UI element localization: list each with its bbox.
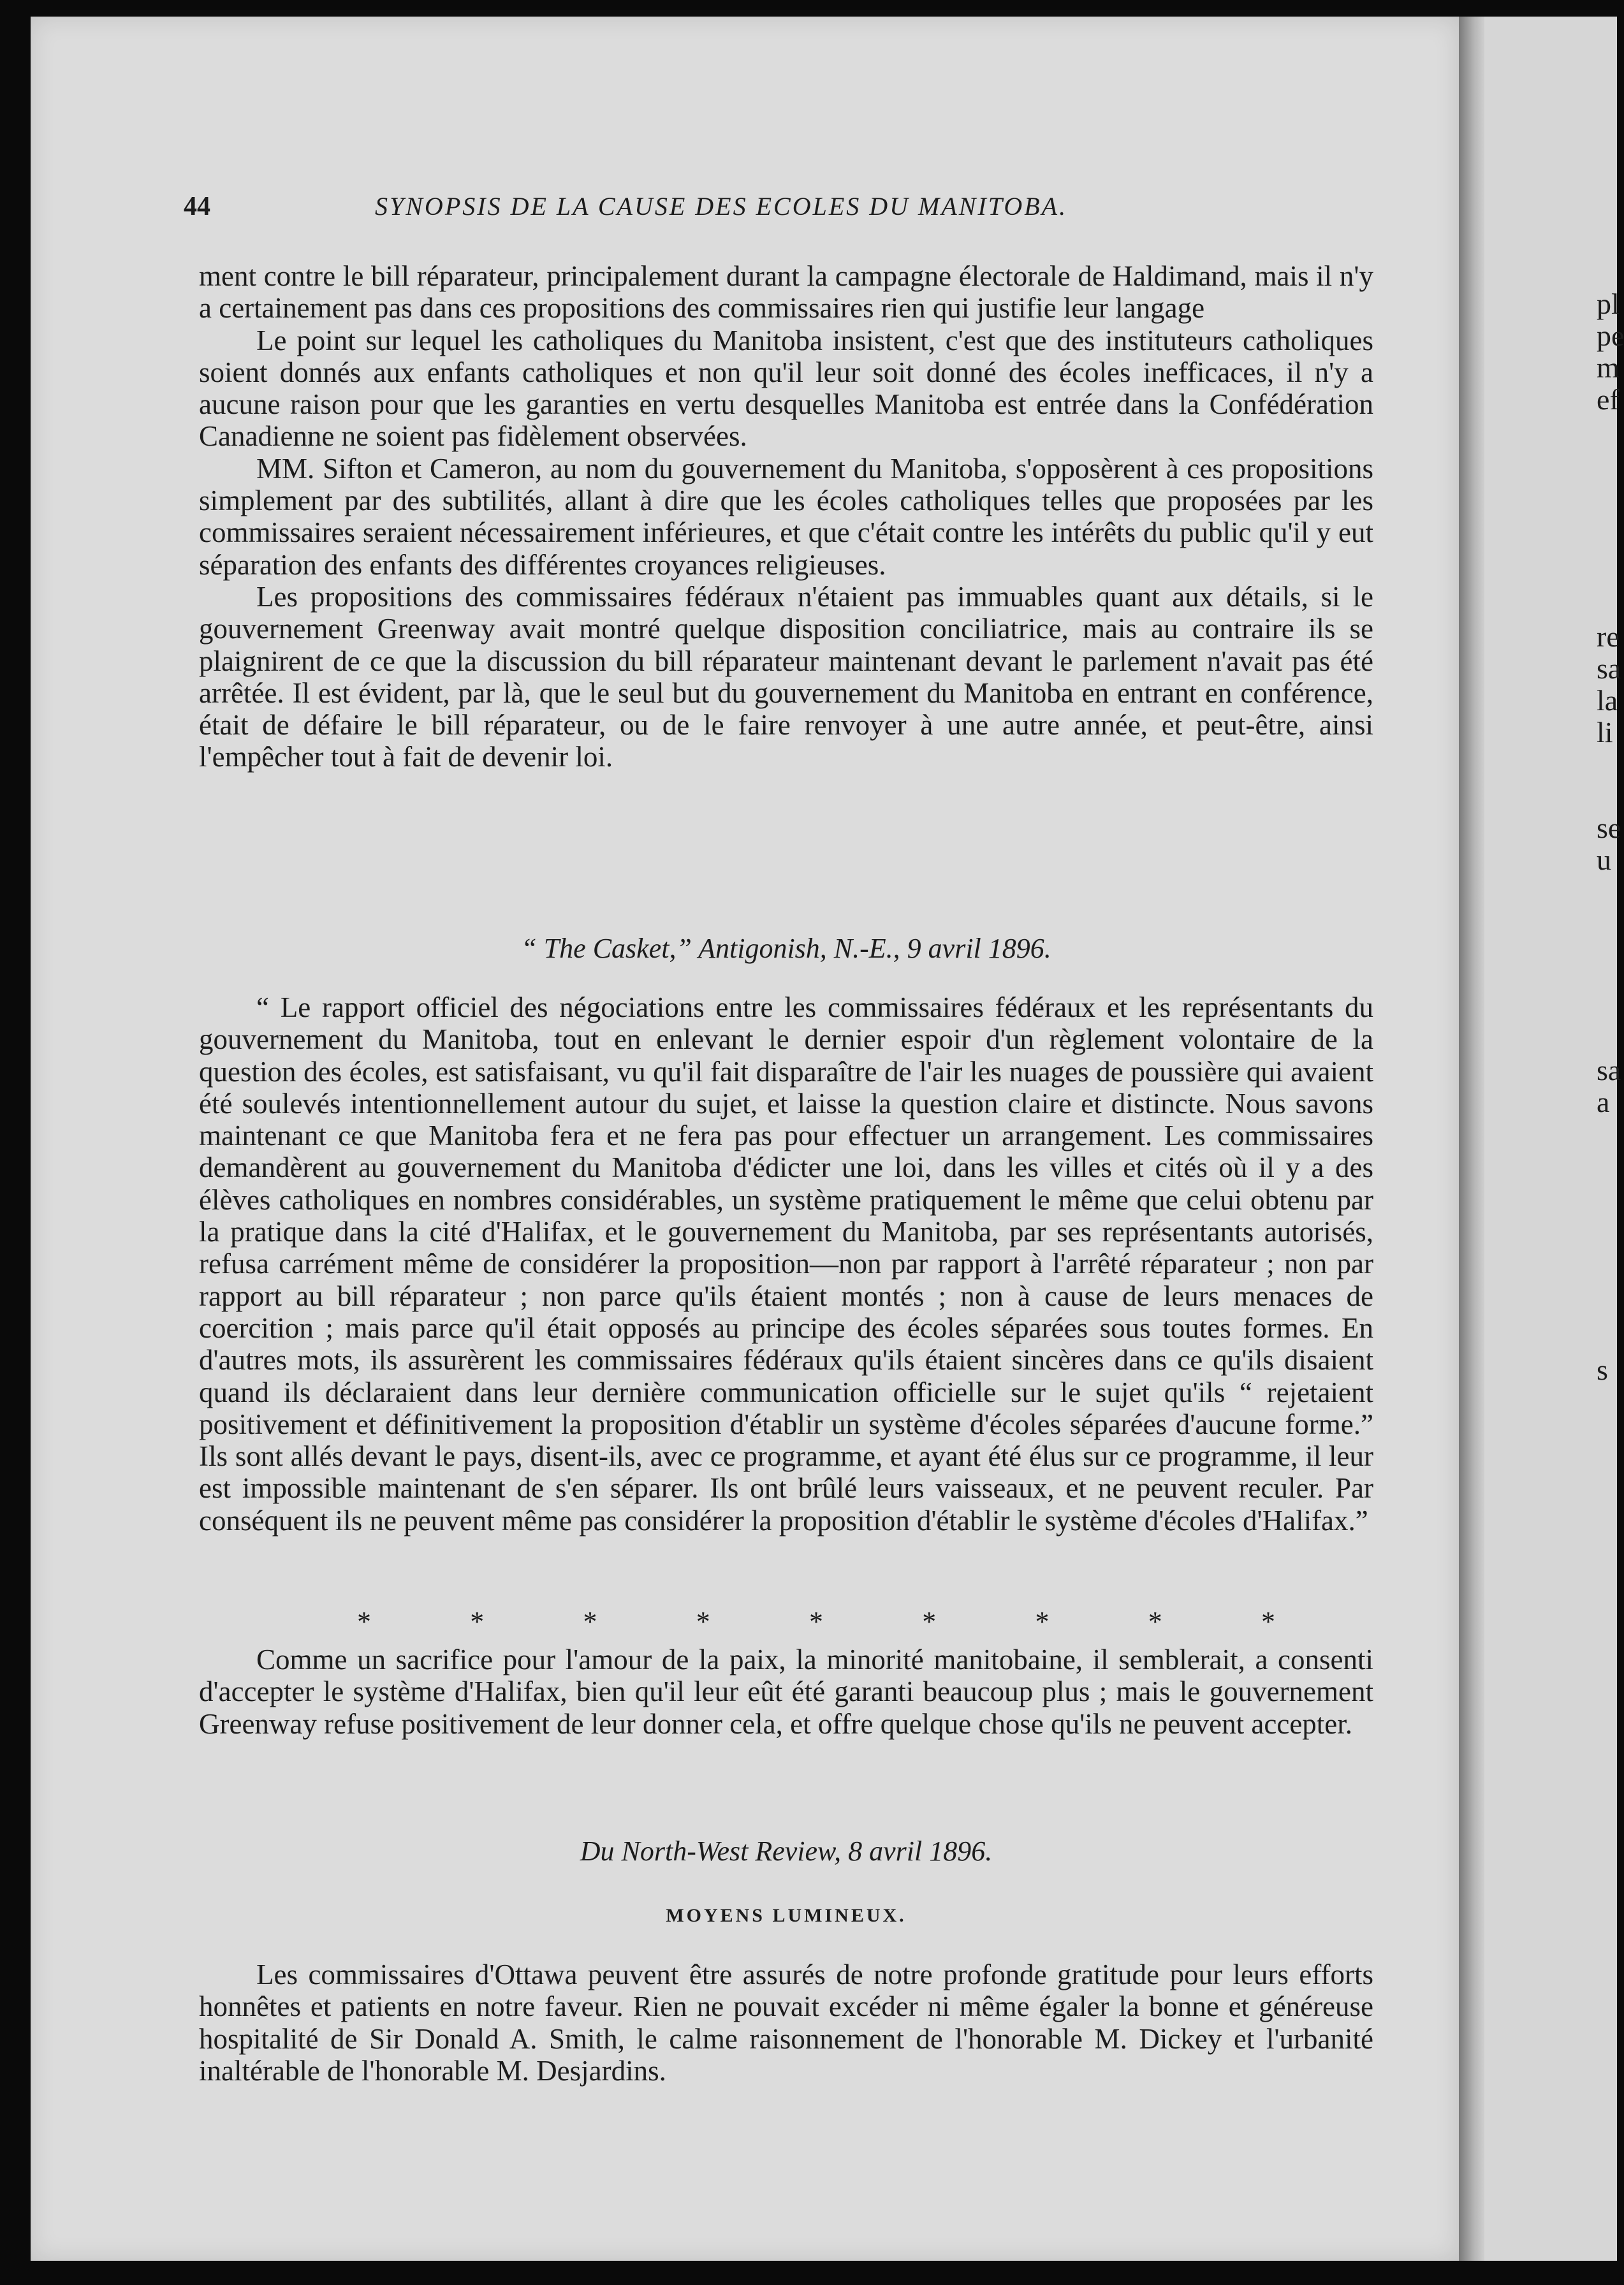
quoted-paragraph: “ Le rapport officiel des négociations entre les commissaires fédéraux et les représentants du gouvernement du Manitoba, tout en enlevant le dernier espoir d'un règlement volontaire de la question des écoles, est satisfaisant, vu qu'il fait disparaître de l'air les nuages de poussière qui avaient été soulevés intentionnellement autour du sujet, et laisse la question claire et distincte. Nous savons maintenant ce que Manitoba fera et ne fera pas pour effectuer un arrangement. Les commissaires demandèrent au gouvernement du Manitoba d'édicter une loi, dans les villes et cités où il y a des élèves catholiques en nombres considérables, un système pratiquement le même que celui obtenu par la pratique dans la cité d'Halifax, et le gouvernement du Manitoba, par ses représentants autorisés, refusa carrément même de considérer la proposition—non par rapport à l'arrêté réparateur ; non par rapport au bill réparateur ; non parce qu'ils étaient montés ; non à cause de leurs menaces de coercition ; mais parce qu'il était opposés au principe des écoles séparées sous toutes formes. En d'autres mots, ils assurèrent les commissaires fédéraux qu'ils étaient sincères dans ce qu'ils disaient quand ils déclaraient dans leur dernière communication officielle sur le sujet qu'ils “ rejetaient positivement et définitivement la proposition d'établir un système d'écoles séparées d'aucune forme.” Ils sont allés devant le pays, disent-ils, avec ce programme, et ayant été élus sur ce programme, il leur est impossible maintenant de s'en séparer. Ils ont brûlé leurs vaisseaux, et ne peuvent reculer. Par conséquent ils ne peuvent même pas considérer la proposition d'établir le système d'écoles d'Halifax.” [199,991,1373,1537]
facing-page-fragment: pe [1597,319,1624,352]
facing-page-fragment: ef [1597,383,1620,416]
asterisk: * [470,1606,485,1637]
facing-page-fragment: pl [1597,288,1620,320]
asterisk: * [809,1606,823,1637]
casket-commentary [199,1644,1373,1740]
facing-page-fragment: sa [1597,1054,1621,1086]
asterisk: * [696,1606,710,1637]
facing-page-fragment: sa [1597,652,1621,685]
page-gutter-shadow [1459,17,1484,2261]
facing-page-edge [1484,17,1624,2261]
running-title: SYNOPSIS DE LA CAUSE DES ECOLES DU MANITOBA. [375,192,1068,221]
paragraph: Les propositions des commissaires fédéraux n'étaient pas immuables quant aux détails, si le gouvernement Greenway avait montré quelque disposition conciliatrice, mais au contraire ils se plaignirent de ce que la discussion du bill réparateur maintenant devant le parlement n'avait pas été arrêtée. Il est évident, par là, que le seul but du gouvernement du Manitoba en entrant en conférence, était de défaire le bill réparateur, ou de le faire renvoyer à une autre année, et peut-être, ainsi l'empêcher tout à fait de devenir loi. [199,580,1373,773]
paragraph: Comme un sacrifice pour l'amour de la paix, la minorité manitobaine, il semblerait, a consenti d'accepter le système d'Halifax, bien qu'il leur eût été garanti beaucoup plus ; mais le gouvernement Greenway refuse positivement de leur donner cela, et offre quelque chose qu'ils ne peuvent accepter. [199,1644,1373,1740]
running-header [184,191,1382,230]
asterisk: * [1148,1606,1162,1637]
facing-page-fragment: s [1597,1354,1608,1386]
paragraph: ment contre le bill réparateur, principalement durant la campagne électorale de Haldimand, mais il n'y a certainement pas dans ces propositions des commissaires rien qui justifie leur langage [199,260,1373,325]
facing-page-fragment: li [1597,716,1613,748]
paragraph: Le point sur lequel les catholiques du Manitoba insistent, c'est que des instituteurs catholiques soient donnés aux enfants catholiques et non qu'il leur soit donné des écoles inefficaces, il n'y a aucune raison pour que les garanties en vertu desquelles Manitoba est entrée dans la Confédération Canadienne ne soient pas fidèlement observées. [199,324,1373,453]
page-number: 44 [184,192,210,221]
asterisk: * [1261,1606,1275,1637]
facing-page-fragment: la [1597,684,1618,717]
section-commissioners-text [199,260,1373,773]
moyens-lumineux-subheading: MOYENS LUMINEUX. [666,1905,907,1926]
asterisk: * [357,1606,371,1637]
paragraph: MM. Sifton et Cameron, au nom du gouvernement du Manitoba, s'opposèrent à ces propositions simplement par des subtilités, allant à dire que les écoles catholiques telles que proposées par les commissaires seraient nécessairement inférieures, et que c'était contre les intérêts du public qu'il y eut séparation des enfants des différentes croyances religieuses. [199,452,1373,581]
facing-page-fragment: re [1597,620,1620,653]
facing-page-fragment: se [1597,812,1621,844]
north-west-review-text [199,1959,1373,2087]
casket-quotation [199,991,1373,1537]
facing-page-fragment: m [1597,351,1620,384]
facing-page-fragment: u [1597,843,1611,876]
asterisk: * [583,1606,597,1637]
section-break-asterisks [357,1605,1275,1638]
asterisk: * [922,1606,937,1637]
paragraph: Les commissaires d'Ottawa peuvent être assurés de notre profonde gratitude pour leurs efforts honnêtes et patients en notre faveur. Rien ne pouvait excéder ni même égaler la bonne et généreuse hospitalité de Sir Donald A. Smith, le calme raisonnement de l'honorable M. Dickey et l'urbanité inaltérable de l'honorable M. Desjardins. [199,1959,1373,2087]
casket-citation-heading: “ The Casket,” Antigonish, N.-E., 9 avril 1896. [521,933,1051,964]
north-west-review-heading: Du North-West Review, 8 avril 1896. [580,1836,993,1867]
asterisk: * [1035,1606,1050,1637]
facing-page-fragment: a [1597,1086,1610,1118]
